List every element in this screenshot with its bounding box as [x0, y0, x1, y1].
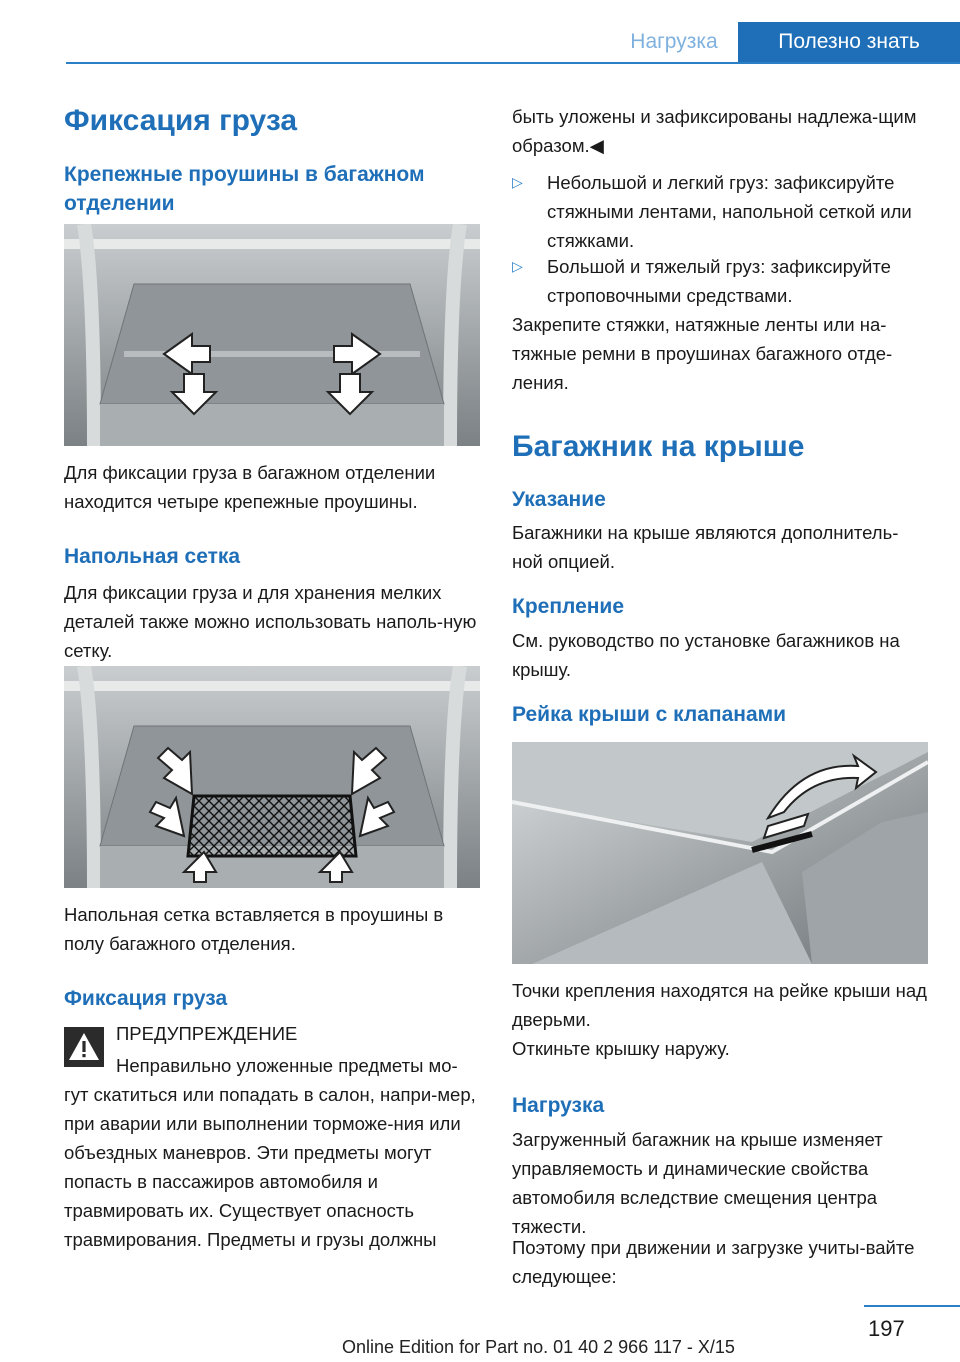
page-title: Фиксация груза — [64, 104, 298, 137]
paragraph-floor-net-insert: Напольная сетка вставляется в проушины в полу багажного отделения. — [64, 904, 444, 954]
section-title-roof-rail: Рейка крыши с клапанами — [512, 703, 787, 726]
section-title-securing-cargo: Фиксация груза — [64, 987, 228, 1010]
warning-label: ПРЕДУПРЕЖДЕНИЕ — [116, 1023, 298, 1044]
triangle-bullet-icon: ▷ — [512, 258, 523, 274]
paragraph-mounting: См. руководство по установке багажников на крышу. — [512, 630, 900, 680]
trunk-anchor-points-image — [64, 224, 480, 446]
section-title-mounting: Крепление — [512, 595, 625, 618]
paragraph-floor-net: Для фиксации груза и для хранения мелких деталей также можно использовать наполь‐ную сетку. — [64, 582, 477, 661]
paragraph-anchor-points: Для фиксации груза в багажном отделении находится четыре крепежные проушины. — [64, 462, 436, 512]
roof-rail-image — [512, 742, 928, 964]
section-title-load: Нагрузка — [512, 1094, 605, 1117]
paragraph-straps: Закрепите стяжки, натяжные ленты или на‐тяжные ремни в проушинах багажного отде‐ления. — [512, 314, 893, 393]
section-title-anchor-points: Крепежные проушины в багажном отделении — [64, 163, 425, 215]
page-number: 197 — [868, 1316, 905, 1341]
paragraph-note: Багажники на крыше являются дополнитель‐ной опцией. — [512, 522, 899, 572]
bullet-text-large-load: Большой и тяжелый груз: зафиксируйте строповочными средствами. — [547, 256, 891, 306]
paragraph-load-instructions: Поэтому при движении и загрузке учиты‐вайте следующее: — [512, 1237, 915, 1287]
warning-text: Неправильно уложенные предметы мо‐гут скатиться или попадать в салон, напри‐мер, при аварии или выполнении торможе‐ния или объездных маневров. Эти предметы могут попасть в пассажиров автомобиля и травмировать их. Существует опасность травмирования. Предметы и грузы должны — [64, 1055, 476, 1250]
footer-divider — [864, 1305, 960, 1307]
paragraph-rail-points: Точки крепления находятся на рейке крыши над дверьми. — [512, 980, 927, 1030]
paragraph-load-effects: Загруженный багажник на крыше изменяет управляемость и динамические свойства автомобиля вследствие смещения центра тяжести. — [512, 1129, 883, 1237]
tab-load[interactable]: Нагрузка — [630, 30, 718, 53]
tab-useful-info[interactable]: Полезно знать — [738, 22, 960, 62]
footer-edition: Online Edition for Part no. 01 40 2 966 117 - X/15 — [342, 1337, 735, 1357]
header-divider — [66, 62, 960, 64]
section-title-floor-net: Напольная сетка — [64, 545, 241, 568]
bullet-text-small-load: Небольшой и легкий груз: зафиксируйте стяжными лентами, напольной сеткой или стяжками. — [547, 172, 912, 251]
trunk-floor-net-image — [64, 666, 480, 888]
paragraph-open-cover: Откиньте крышку наружу. — [512, 1038, 730, 1059]
triangle-bullet-icon: ▷ — [512, 174, 523, 190]
paragraph-continued: быть уложены и зафиксированы надлежа‐щим образом.◀ — [512, 106, 917, 156]
section-title-note: Указание — [512, 488, 606, 511]
section-title-roof-rack: Багажник на крыше — [512, 430, 805, 463]
